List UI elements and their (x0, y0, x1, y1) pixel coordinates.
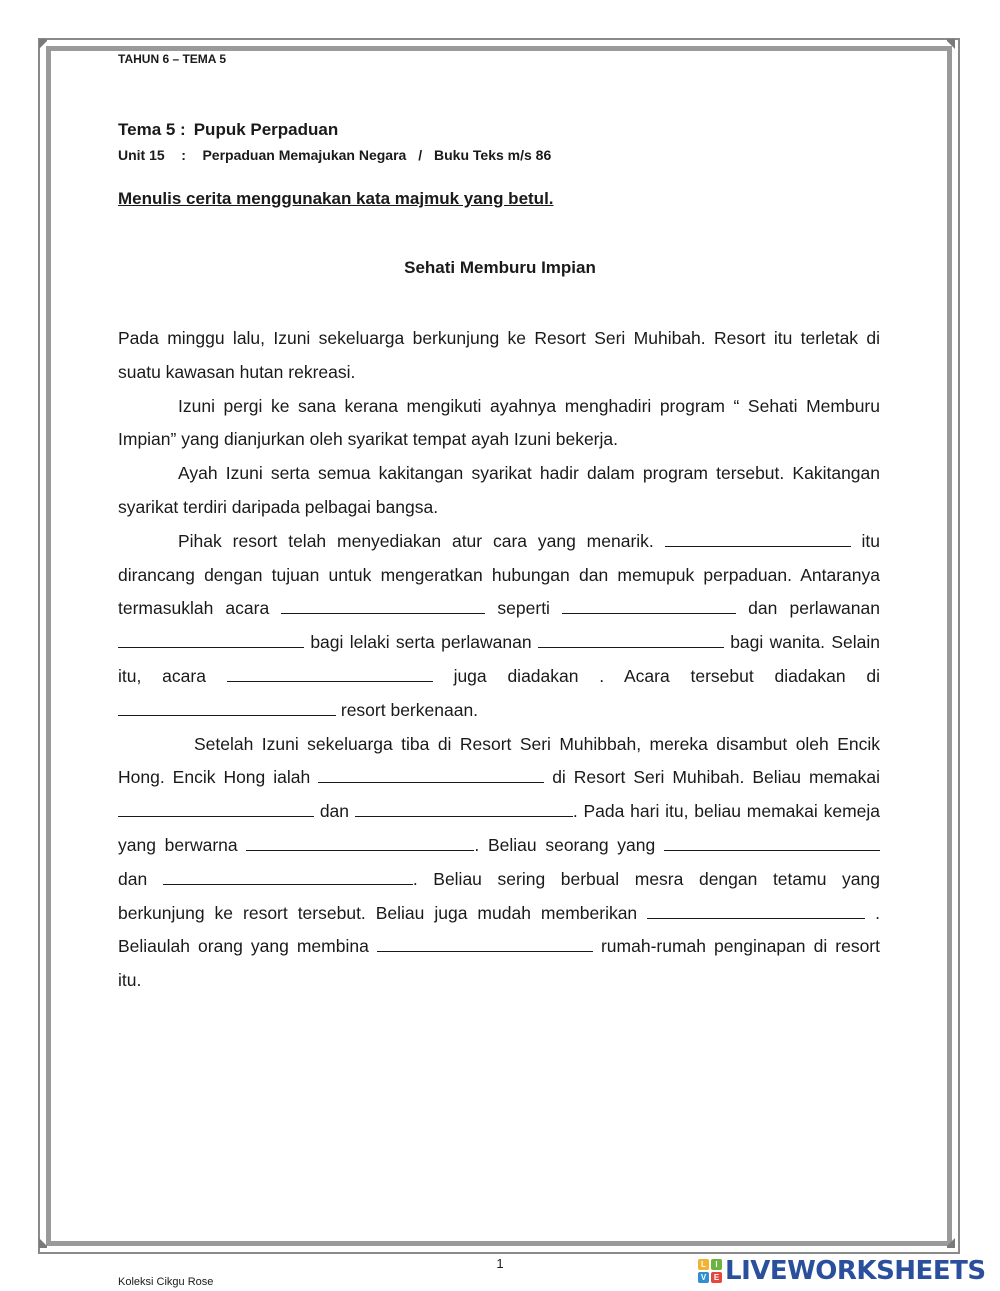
textbook-reference: Buku Teks m/s 86 (434, 147, 552, 163)
answer-blank[interactable] (118, 699, 336, 716)
paragraph-2: Izuni pergi ke sana kerana mengikuti ayahnya menghadiri program “ Sehati Memburu Impian” yang dianjurkan oleh syarikat tempat ayah Izuni bekerja. (118, 395, 880, 450)
unit-divider: / (418, 147, 423, 163)
logo-tile: L (698, 1259, 709, 1270)
text-segment: di Resort Seri Muhibah. Beliau memakai (552, 767, 880, 788)
unit-heading (118, 147, 551, 163)
paragraph-5 (118, 728, 880, 998)
text-segment: dan (319, 801, 350, 822)
border-corner (945, 1238, 955, 1248)
logo-icon (698, 1259, 722, 1283)
text-segment: dan perlawanan (748, 598, 880, 619)
answer-blank[interactable] (246, 834, 474, 851)
logo-text: LIVEWORKSHEETS (725, 1256, 986, 1286)
logo-tile: I (711, 1259, 722, 1270)
theme-heading (118, 120, 338, 140)
text-segment: . Pada hari itu, beliau memakai kemeja yang berwarna (118, 801, 880, 855)
border-corner (39, 39, 49, 49)
unit-label: Unit 15 (118, 147, 165, 163)
border-corner (39, 1238, 49, 1248)
unit-title: Perpaduan Memajukan Negara (202, 147, 407, 163)
answer-blank[interactable] (377, 935, 593, 952)
page-header: TAHUN 6 – TEMA 5 (118, 52, 227, 66)
theme-label: Tema 5 : (118, 120, 186, 139)
page-number: 1 (496, 1256, 504, 1271)
answer-blank[interactable] (647, 902, 865, 919)
answer-blank[interactable] (227, 665, 433, 682)
paragraph-3: Ayah Izuni serta semua kakitangan syarikat hadir dalam program tersebut. Kakitangan syarikat terdiri daripada pelbagai bangsa. (118, 463, 880, 517)
text-segment: Setelah Izuni sekeluarga tiba di Resort Seri Muhibbah, mereka disambut oleh Encik Hong. Encik Hong ialah (118, 733, 880, 788)
theme-title: Pupuk Perpaduan (193, 120, 339, 139)
border-corner (945, 39, 955, 49)
answer-blank[interactable] (664, 834, 880, 851)
text-segment: rumah-rumah penginapan di resort itu. (118, 936, 880, 991)
paragraph-4 (118, 525, 880, 728)
text-segment: . Beliaulah orang yang membina (118, 902, 880, 957)
paragraph-1: Pada minggu lalu, Izuni sekeluarga berkunjung ke Resort Seri Muhibah. Resort itu terletak di suatu kawasan hutan rekreasi. (118, 328, 880, 382)
answer-blank[interactable] (118, 631, 304, 648)
instruction: Menulis cerita menggunakan kata majmuk yang betul. (118, 189, 554, 208)
story-title: Sehati Memburu Impian (404, 258, 596, 277)
text-segment: bagi wanita. Selain itu, acara (118, 632, 880, 686)
answer-blank[interactable] (355, 800, 573, 817)
answer-blank[interactable] (538, 631, 724, 648)
logo-tile: V (698, 1272, 709, 1283)
story-body (118, 322, 880, 998)
text-segment: Pihak resort telah menyediakan atur cara yang menarik. (178, 530, 654, 551)
liveworksheets-logo (698, 1256, 986, 1286)
footer-credit: Koleksi Cikgu Rose (118, 1276, 214, 1288)
answer-blank[interactable] (118, 800, 314, 817)
text-segment: itu dirancang dengan tujuan untuk mengeratkan hubungan dan memupuk perpaduan. Antaranya termasuklah acara (118, 530, 880, 619)
unit-separator: : (181, 147, 186, 163)
answer-blank[interactable] (665, 530, 851, 547)
answer-blank[interactable] (163, 868, 413, 885)
answer-blank[interactable] (318, 766, 544, 783)
text-segment: juga diadakan . Acara tersebut diadakan di (453, 665, 880, 686)
answer-blank[interactable] (562, 597, 736, 614)
text-segment: bagi lelaki serta perlawanan (310, 632, 532, 653)
text-segment: dan (118, 868, 148, 889)
text-segment: seperti (497, 598, 550, 619)
answer-blank[interactable] (281, 597, 485, 614)
text-segment: resort berkenaan. (340, 699, 479, 720)
text-segment: . Beliau sering berbual mesra dengan tetamu yang berkunjung ke resort tersebut. Beliau juga mudah memberikan (118, 868, 880, 923)
logo-tile: E (711, 1272, 722, 1283)
text-segment: . Beliau seorang yang (474, 834, 656, 855)
